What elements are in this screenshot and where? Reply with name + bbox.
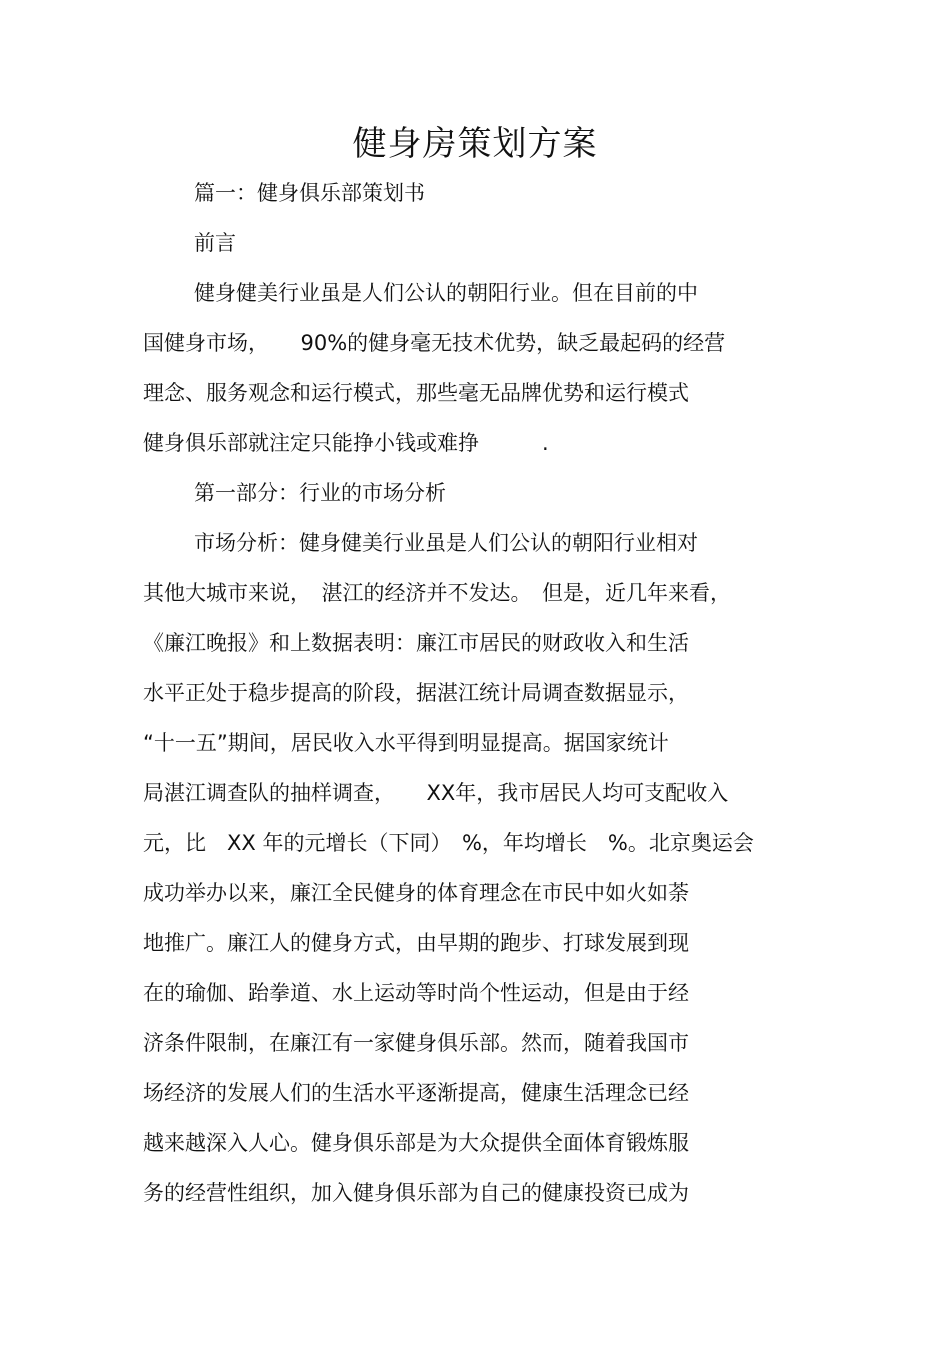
paragraph-line: 元，比 XX 年的元增长（下同） %，年均增长 %。北京奥运会 xyxy=(143,831,754,855)
paragraph-line: 市场分析：健身健美行业虽是人们公认的朝阳行业相对 xyxy=(194,531,698,555)
document-title: 健身房策划方案 xyxy=(352,124,598,164)
paragraph-line: 《廉江晚报》和上数据表明：廉江市居民的财政收入和生活 xyxy=(143,631,689,655)
paragraph-line: “十一五”期间，居民收入水平得到明显提高。据国家统计 xyxy=(143,731,669,755)
paragraph-line: 在的瑜伽、跆拳道、水上运动等时尚个性运动，但是由于经 xyxy=(143,981,689,1005)
paragraph-line: 其他大城市来说， 湛江的经济并不发达。 但是，近几年来看， xyxy=(143,581,731,605)
preface-heading: 前言 xyxy=(194,231,236,255)
paragraph-line: 务的经营性组织，加入健身俱乐部为自己的健康投资已成为 xyxy=(143,1181,689,1205)
paragraph-line: 健身健美行业虽是人们公认的朝阳行业。但在目前的中 xyxy=(194,281,698,305)
paragraph-line: 场经济的发展人们的生活水平逐渐提高，健康生活理念已经 xyxy=(143,1081,689,1105)
paragraph-line: 健身俱乐部就注定只能挣小钱或难挣 . xyxy=(143,431,549,455)
paragraph-line: 地推广。廉江人的健身方式，由早期的跑步、打球发展到现 xyxy=(143,931,689,955)
section-heading-part1: 篇一：健身俱乐部策划书 xyxy=(194,181,425,205)
section-heading-market: 第一部分：行业的市场分析 xyxy=(194,481,446,505)
paragraph-line: 越来越深入人心。健身俱乐部是为大众提供全面体育锻炼服 xyxy=(143,1131,689,1155)
paragraph-line: 成功举办以来，廉江全民健身的体育理念在市民中如火如荼 xyxy=(143,881,689,905)
paragraph-line: 济条件限制，在廉江有一家健身俱乐部。然而，随着我国市 xyxy=(143,1031,689,1055)
paragraph-line: 水平正处于稳步提高的阶段，据湛江统计局调查数据显示， xyxy=(143,681,689,705)
paragraph-line: 理念、服务观念和运行模式，那些毫无品牌优势和运行模式 xyxy=(143,381,689,405)
paragraph-line: 国健身市场， 90%的健身毫无技术优势，缺乏最起码的经营 xyxy=(143,331,726,355)
paragraph-line: 局湛江调查队的抽样调查， XX年，我市居民人均可支配收入 xyxy=(143,781,729,805)
